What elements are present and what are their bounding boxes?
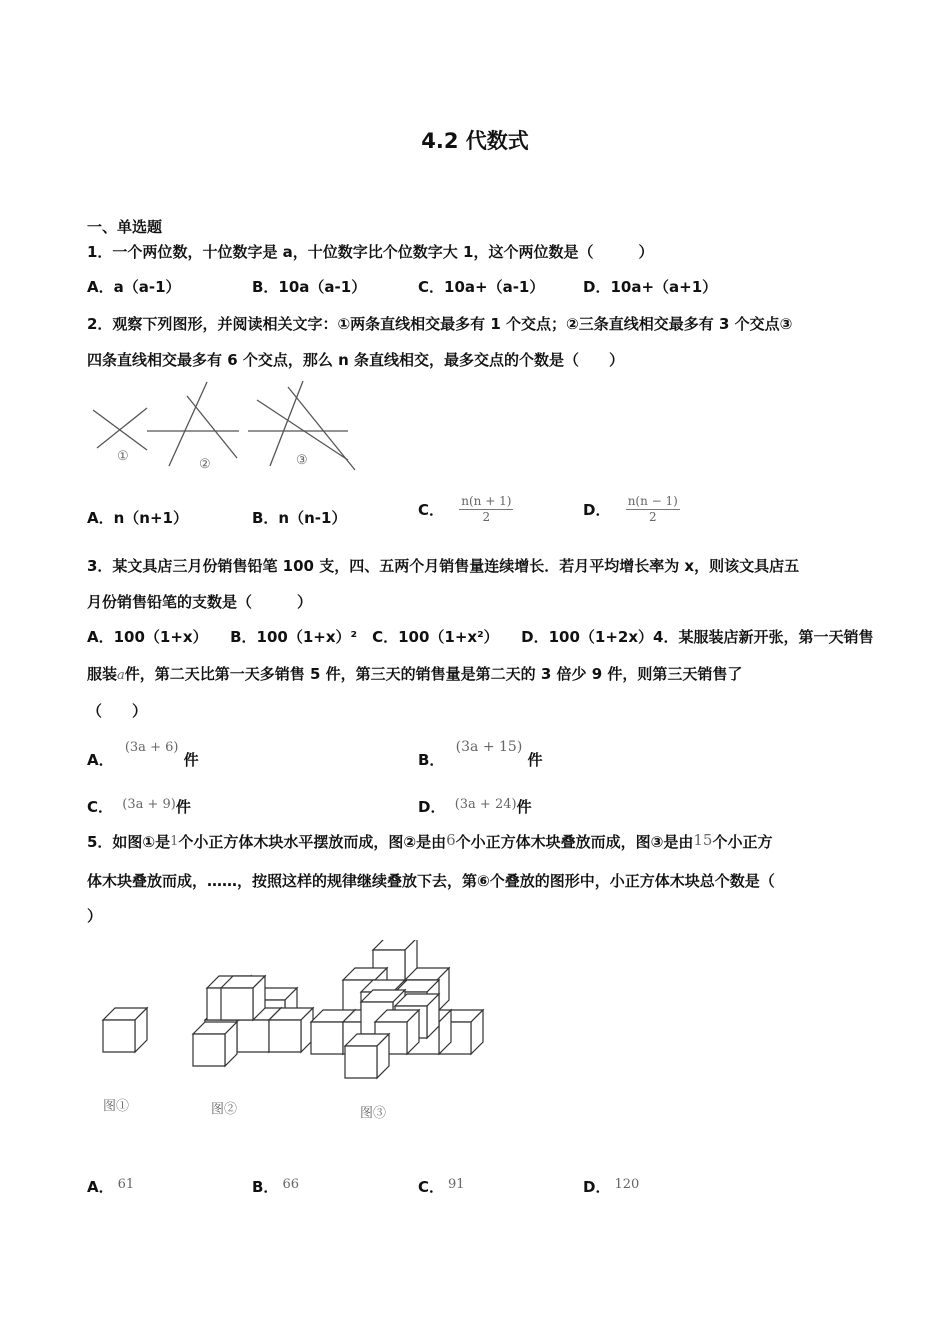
q2-line-figures <box>85 378 365 478</box>
q4-option-a[interactable] <box>87 740 199 772</box>
q2-option-d-label: D． <box>583 500 611 519</box>
cube <box>193 1022 237 1066</box>
page-title: 4.2 代数式 <box>421 129 529 153</box>
q2-stem-line2: 四条直线相交最多有 6 个交点，那么 n 条直线相交，最多交点的个数是（ ） <box>87 351 625 369</box>
q4-option-c-label: C． <box>87 798 114 816</box>
q1-option-a[interactable]: A．a（a-1） <box>87 278 181 296</box>
q4-stem-suffix: 件，第二天比第一天多销售 5 件，第三天的销售量是第二天的 3 倍少 9 件，则第三天销售了 <box>124 665 743 683</box>
fig2-line-c <box>187 396 237 458</box>
q2-fig-label-3: ③ <box>296 453 308 468</box>
q5-stem-line3: ） <box>87 907 103 925</box>
q4-option-c[interactable] <box>87 797 191 819</box>
q4-option-c-expr: (3a + 9) <box>122 797 176 812</box>
q4-stem-line2 <box>87 664 742 686</box>
cube <box>345 1034 389 1078</box>
q5-option-d-value: 120 <box>614 1177 640 1192</box>
q4-option-a-unit: 件 <box>183 751 199 769</box>
q5-stem-part-a: 5．如图①是 <box>87 833 171 851</box>
cube <box>103 1008 147 1052</box>
q1-option-b[interactable]: B．10a（a-1） <box>252 278 367 296</box>
q4-option-a-label: A． <box>87 751 114 769</box>
q3-options-and-q4-start[interactable]: A．100（1+x） B．100（1+x）² C．100（1+x²） D．100（1+2x）4．某服装店新开张，第一天销售 <box>87 628 874 646</box>
q2-option-d-denominator: 2 <box>648 510 657 524</box>
q3-stem-line1: 3．某文具店三月份销售铅笔 100 支，四、五两个月销售量连续增长．若月平均增长率为 x，则该文具店五 <box>87 557 800 575</box>
q2-option-d-fraction <box>626 494 680 525</box>
q4-option-a-expr: (3a + 6) <box>124 740 179 755</box>
q5-option-d-label: D． <box>583 1178 611 1196</box>
q4-variable: a <box>117 668 125 683</box>
q4-option-d-unit: 件 <box>516 798 532 816</box>
q3-stem-line2: 月份销售铅笔的支数是（ ） <box>87 593 313 611</box>
cube <box>221 976 265 1020</box>
q4-option-b-expr: (3a + 15) <box>455 739 523 755</box>
q2-option-c-denominator: 2 <box>482 510 491 524</box>
cube <box>269 1008 313 1052</box>
q4-stem-prefix: 服装 <box>87 665 118 683</box>
q5-option-c-value: 91 <box>448 1177 465 1192</box>
q5-option-a-value: 61 <box>117 1177 135 1192</box>
q2-option-d[interactable] <box>583 494 680 525</box>
q1-option-c[interactable]: C．10a+（a-1） <box>418 278 545 296</box>
q5-option-b-value: 66 <box>282 1177 299 1192</box>
q5-count-2: 6 <box>446 831 456 849</box>
q5-option-c-label: C． <box>418 1178 445 1196</box>
q5-fig-label-3: 图③ <box>360 1106 387 1121</box>
q2-option-b[interactable]: B．n（n-1） <box>252 509 347 527</box>
q5-option-a[interactable] <box>87 1177 134 1199</box>
q2-option-c-numerator: n(n + 1) <box>461 494 512 508</box>
q2-fig-label-1: ① <box>117 449 129 464</box>
q4-option-d-label: D． <box>418 798 446 816</box>
q2-option-c[interactable] <box>418 494 513 525</box>
q2-option-a[interactable]: A．n（n+1） <box>87 509 188 527</box>
q2-option-c-label: C． <box>418 500 445 519</box>
fig1-line-b <box>97 408 147 448</box>
q4-option-b[interactable] <box>418 739 543 771</box>
section-heading: 一、单选题 <box>87 218 163 236</box>
q5-stem-part-b: 个小正方体木块水平摆放而成，图②是由 <box>178 833 447 851</box>
q4-answer-blank: （ ） <box>87 702 148 720</box>
q4-option-d-expr: (3a + 24) <box>454 797 517 812</box>
q2-fig-label-2: ② <box>199 457 211 472</box>
q5-stem-line1 <box>87 832 772 854</box>
q5-fig-label-2: 图② <box>211 1102 238 1117</box>
q2-option-c-fraction <box>459 494 513 525</box>
q5-count-1: 1 <box>170 834 179 849</box>
q2-option-d-numerator: n(n − 1) <box>627 494 678 508</box>
q1-option-d[interactable]: D．10a+（a+1） <box>583 278 718 296</box>
q5-fig-label-1: 图① <box>103 1099 130 1114</box>
q4-option-d[interactable] <box>418 797 532 819</box>
q5-count-3: 15 <box>693 831 713 849</box>
q5-option-c[interactable] <box>418 1177 465 1199</box>
q5-stem-line2: 体木块叠放而成，……，按照这样的规律继续叠放下去，第⑥个叠放的图形中，小正方体木块总个数是（ <box>87 872 775 890</box>
fig3-line-d <box>257 400 348 460</box>
q5-stem-part-c: 个小正方体木块叠放而成，图③是由 <box>455 833 694 851</box>
q5-option-a-label: A． <box>87 1178 114 1196</box>
q4-option-c-unit: 件 <box>175 798 191 816</box>
q5-stem-part-d: 个小正方 <box>712 833 773 851</box>
q2-stem-line1: 2．观察下列图形，并阅读相关文字：①两条直线相交最多有 1 个交点；②三条直线相交最多有 3 个交点③ <box>87 315 793 333</box>
q5-cube-figures <box>95 940 495 1125</box>
q4-option-b-label: B． <box>418 751 445 769</box>
q5-option-b-label: B． <box>252 1178 279 1196</box>
q5-option-b[interactable] <box>252 1177 299 1199</box>
fig2-line-b <box>169 382 207 466</box>
q4-option-b-unit: 件 <box>527 751 543 769</box>
q5-option-d[interactable] <box>583 1177 639 1199</box>
q1-stem: 1．一个两位数，十位数字是 a，十位数字比个位数字大 1，这个两位数是（ ） <box>87 243 654 261</box>
